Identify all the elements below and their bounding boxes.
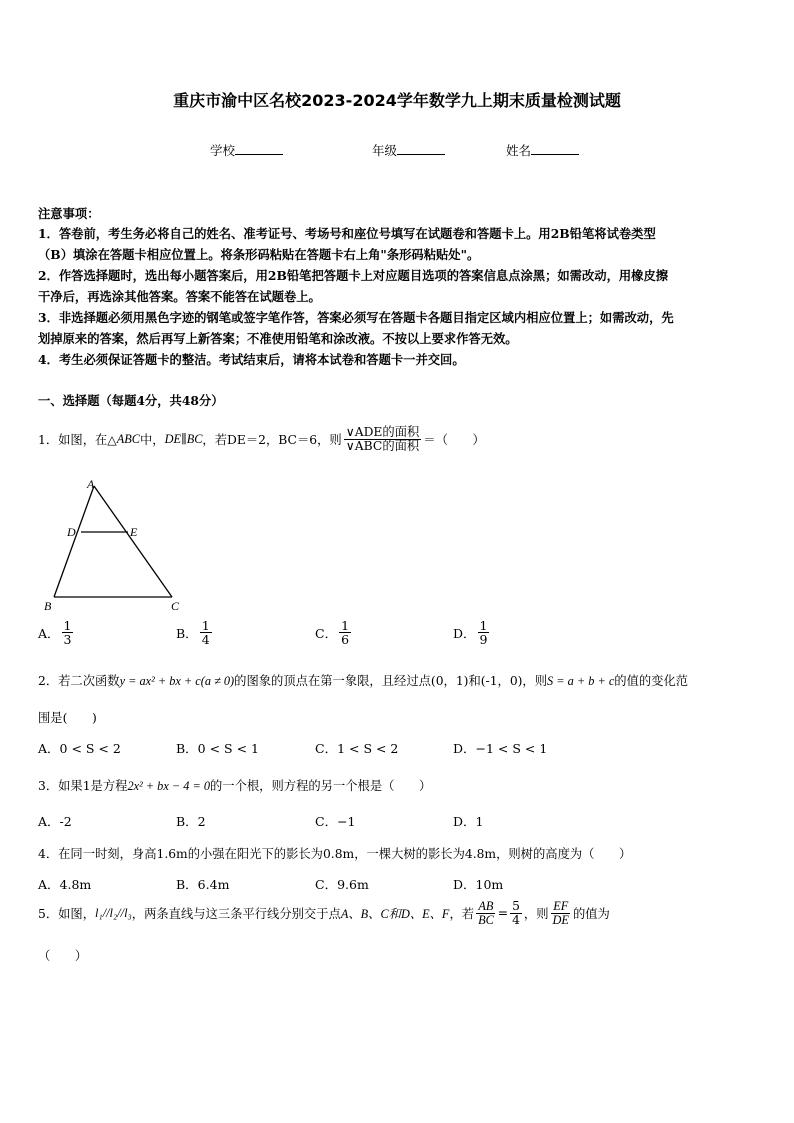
q1-mid2: ，若 — [202, 433, 228, 448]
q3-option-c[interactable]: C．−1 — [315, 814, 356, 829]
grade-field — [372, 141, 445, 159]
q1-option-a[interactable]: A． $\frac{1}{3}$ — [38, 618, 72, 648]
q1-option-b[interactable]: B． $\frac{1}{4}$ — [176, 618, 210, 648]
q4-option-b[interactable]: B．6.4m — [176, 877, 230, 892]
school-label: 学校 — [210, 143, 236, 158]
q5-parallel-lines: l₁//l₂//l₃ — [95, 905, 132, 920]
question-4: 4．在同一时刻，身高1.6m的小强在阳光下的影长为0.8m，一棵大树的影长为4.8m，则树的高度为（ ） — [38, 847, 632, 861]
question-3: 3．如果1是方程2x² + bx − 4 = 0的一个根，则方程的另一个根是（ ） — [38, 779, 432, 793]
question-1 — [38, 426, 485, 453]
notes-heading: 注意事项： — [38, 206, 100, 221]
q1-option-d[interactable]: D． $\frac{1}{9}$ — [453, 618, 488, 648]
label-e: E — [130, 525, 138, 539]
page-title: 重庆市渝中区名校2023-2024学年数学九上期末质量检测试题 — [173, 91, 621, 110]
label-b: B — [44, 599, 52, 613]
q1-lead: 1．如图，在△ — [38, 433, 117, 448]
name-field — [506, 141, 579, 159]
note-2a: 2．作答选择题时，选出每小题答案后，用2B铅笔把答题卡上对应题目选项的答案信息点涂黑；如需改动，用橡皮擦 — [38, 268, 669, 283]
note-3b: 划掉原来的答案，然后再写上新答案；不准使用铅笔和涂改液。不按以上要求作答无效。 — [38, 331, 518, 346]
label-c: C — [171, 599, 180, 613]
question-5-line2: （ ） — [38, 949, 88, 963]
q3-option-a[interactable]: A．-2 — [38, 814, 72, 829]
section-heading: 一、选择题（每题4分，共48分） — [38, 393, 224, 408]
grade-blank — [397, 142, 445, 155]
q2-function: y = ax² + bx + c(a ≠ 0) — [119, 674, 235, 688]
q4-option-c[interactable]: C．9.6m — [315, 877, 369, 892]
q1-parallel: ∥ — [181, 432, 187, 447]
q1-tail: ＝（ ） — [423, 433, 485, 448]
q1-bc: BC — [186, 431, 203, 446]
q1-frac-num: ∨ADE的面积 — [345, 425, 420, 439]
name-label: 姓名 — [506, 143, 532, 158]
grade-label: 年级 — [372, 143, 398, 158]
q1-option-c[interactable]: C． $\frac{1}{6}$ — [315, 618, 350, 648]
q5-ratio-ab-bc: $\frac{AB}{BC}$ — [478, 899, 494, 927]
q1-frac-den: ∨ABC的面积 — [345, 438, 420, 453]
q3-option-d[interactable]: D．1 — [453, 814, 484, 829]
q4-option-a[interactable]: A．4.8m — [38, 877, 92, 892]
q2-s-expr: S = a + b + c — [547, 674, 615, 688]
q1-area-fraction — [344, 426, 422, 453]
note-1b: （B）填涂在答题卡相应位置上。将条形码粘贴在答题卡右上角"条形码粘贴处"。 — [38, 247, 480, 262]
q2-option-a[interactable]: A．0 < S < 2 — [38, 741, 121, 756]
q5-points: A、B、C和D、E、F — [340, 907, 450, 922]
q2-option-c[interactable]: C．1 < S < 2 — [315, 741, 399, 756]
q3-equation: 2x² + bx − 4 = 0 — [127, 779, 210, 793]
name-blank — [531, 142, 579, 155]
q1-de: DE — [164, 431, 182, 446]
note-2b: 干净后，再选涂其他答案。答案不能答在试题卷上。 — [38, 289, 321, 304]
side-ac — [94, 486, 172, 597]
question-5: 5．如图， l₁//l₂//l₃ ，两条直线与这三条平行线分别交于点 A、B、C和D、E、F ，若 $\frac{AB}{BC}$ = $\frac{5}{4}$ ，则 $\frac{EF}{DE}$ 的值为 — [38, 899, 610, 927]
q3-option-b[interactable]: B．2 — [176, 814, 206, 829]
note-3a: 3．非选择题必须用黑色字迹的钢笔或签字笔作答，答案必须写在答题卡各题目指定区域内相应位置上；如需改动，先 — [38, 310, 674, 325]
question-2: 2．若二次函数y = ax² + bx + c(a ≠ 0)的图象的顶点在第一象限，且经过点(0，1)和(-1，0)，则S = a + b + c的值的变化范 — [38, 674, 689, 688]
q5-ratio-value: $\frac{5}{4}$ — [512, 899, 520, 927]
q1-condition: DE＝2，BC＝6，则 — [227, 433, 342, 448]
side-ab — [54, 486, 94, 597]
label-a: A — [87, 477, 95, 491]
label-d: D — [67, 525, 76, 539]
q2-option-d[interactable]: D．−1 < S < 1 — [453, 741, 548, 756]
note-4: 4．考生必须保证答题卡的整洁。考试结束后，请将本试卷和答题卡一并交回。 — [38, 352, 465, 367]
q1-abc: ABC — [116, 431, 140, 446]
q4-option-d[interactable]: D．10m — [453, 877, 504, 892]
note-1a: 1．答卷前，考生务必将自己的姓名、准考证号、考场号和座位号填写在试题卷和答题卡上。用2B铅笔将试卷类型 — [38, 226, 656, 241]
q2-option-b[interactable]: B．0 < S < 1 — [176, 741, 259, 756]
question-2-line2: 围是( ) — [38, 711, 97, 725]
school-field — [210, 141, 283, 159]
q1-mid1: 中， — [140, 433, 165, 448]
triangle-figure — [40, 476, 200, 616]
school-blank — [235, 142, 283, 155]
q5-ratio-ef-de: $\frac{EF}{DE}$ — [552, 899, 569, 927]
